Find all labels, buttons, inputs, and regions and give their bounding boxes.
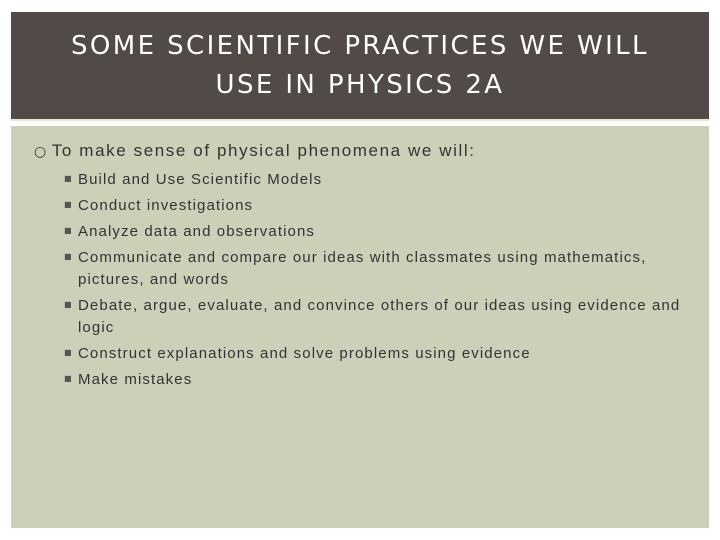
list-item: [64, 343, 694, 365]
list-item: [64, 195, 694, 217]
list-item: [64, 247, 694, 291]
list-item-text: Make mistakes: [78, 371, 193, 388]
title-divider: [11, 119, 709, 121]
list-item: [64, 369, 694, 391]
slide-title-line-1: SOME SCIENTIFIC PRACTICES WE WILL: [71, 30, 649, 61]
list-item-text: Build and Use Scientific Models: [78, 171, 323, 188]
ring-bullet-icon: ○: [34, 144, 48, 160]
square-bullet-icon: ■: [64, 374, 73, 383]
square-bullet-icon: ■: [64, 300, 73, 309]
list-item-text: Analyze data and observations: [78, 223, 316, 240]
main-bullet-text: To make sense of physical phenomena we will:: [51, 141, 476, 160]
list-item-text: Conduct investigations: [78, 197, 254, 214]
slide-title-line-2: USE IN PHYSICS 2A: [215, 69, 505, 100]
list-item: [64, 221, 694, 243]
sub-bullet-list: [64, 169, 694, 395]
square-bullet-icon: ■: [64, 226, 73, 235]
list-item: [64, 295, 694, 339]
title-bar: [11, 12, 709, 119]
list-item: [64, 169, 694, 191]
list-item-text: Communicate and compare our ideas with classmates using mathematics, pictures, and words: [78, 249, 647, 288]
square-bullet-icon: ■: [64, 200, 73, 209]
square-bullet-icon: ■: [64, 348, 73, 357]
square-bullet-icon: ■: [64, 252, 73, 261]
list-item-text: Construct explanations and solve problems using evidence: [78, 345, 531, 362]
main-bullet: [34, 141, 694, 161]
list-item-text: Debate, argue, evaluate, and convince others of our ideas using evidence and logic: [78, 297, 681, 336]
square-bullet-icon: ■: [64, 174, 73, 183]
